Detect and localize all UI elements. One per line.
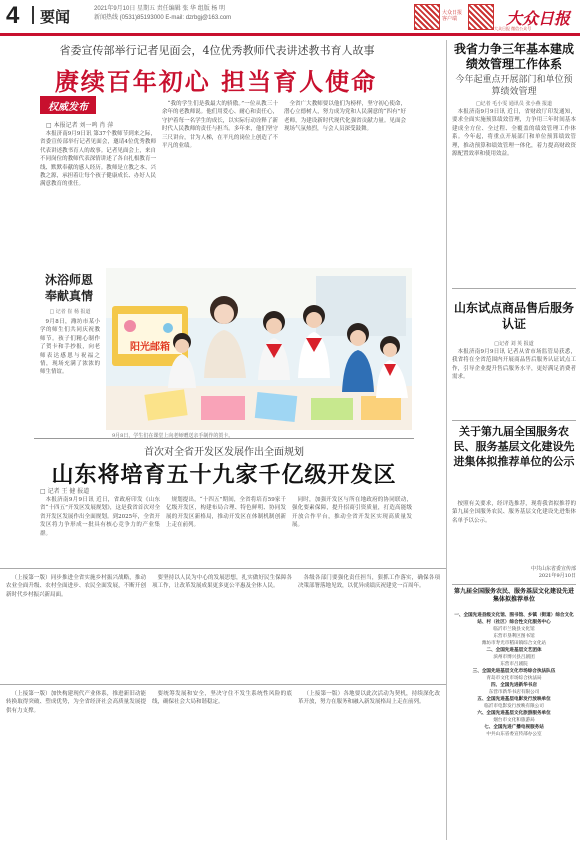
- main-story-col3: [284, 100, 406, 266]
- notice-item: 临沂市兰陵县文化馆: [493, 627, 535, 632]
- notice-group-head: 四、全国先进新华书店: [491, 683, 537, 688]
- right-story2-text: 本报济南9月9日讯 记者从省市场监管局获悉，我省将在全省范围内开展商品售后服务认证试点工作，引导企业提升售后服务水平，更好满足消费者需求。: [452, 349, 576, 381]
- main-kicker: 省委宣传部举行记者见面会，4位优秀教师代表讲述教书育人故事: [59, 44, 375, 57]
- photo-board-text: 阳光邮箱: [130, 342, 170, 353]
- main-story-col2-text: “我的学生们是我最大的骄傲。”一位从教三十余年的老教师说。他们用爱心、耐心和责任心，守护着每一名学生的成长，以实际行动诠释了新时代人民教师的责任与担当。多年来，他们坚守三尺讲台，甘为人梯，在平凡的岗位上创造了不平凡的业绩。: [162, 101, 278, 150]
- qr-label-wechat-text: 大众日报 微信公众号: [494, 26, 532, 31]
- main-story-col3-text: 全省广大教师要以他们为榜样，坚守初心使命，潜心立德树人，努力成为党和人民满意的“四有”好老师，为建设新时代现代化强省贡献力量。见面会现场气氛热烈，与会人员深受鼓舞。: [284, 101, 406, 133]
- notice-item: 中共山东省委宣传部办公室: [486, 732, 542, 737]
- notice-group-head: 三、全国先进基层文化市场综合执法队伍: [472, 669, 556, 674]
- authoritative-release-tag: 权威发布: [40, 96, 96, 114]
- side-feature-text: [40, 318, 100, 430]
- photo-caption: 9月8日，学生们在课堂上向老师赠送亲手制作的贺卡。: [112, 433, 234, 439]
- notice-item: 烟台市文化和旅游局: [493, 718, 535, 723]
- header-meta-line2: 新闻热线 (0531)85193000 E-mail: dzrbgj@163.com: [94, 15, 232, 21]
- notice-signature-org: 中共山东省委宣传部: [530, 566, 576, 572]
- second-story-col2: [166, 496, 286, 566]
- notice-item: 东营市新华书店有限公司: [488, 690, 540, 695]
- bottom-row1-col3: [298, 574, 440, 680]
- section-divider: [34, 438, 414, 439]
- bottom-row1-col1-text: （上接第一版）同步推进全省实施乡村振兴战略，推动农业全面升级、农村全面进步、农民全面发展，不断开创新时代乡村振兴新局面。: [6, 575, 146, 598]
- right-story1-subhead: 今年起重点开展部门和单位预算绩效管理: [455, 75, 573, 97]
- section-name: 要闻: [32, 6, 84, 24]
- section-divider: [452, 420, 576, 421]
- bottom-row2-col1-text: （上接第一版）加快构建现代产业体系，推进新旧动能转换取得突破、塑成优势，为全省经济社会高质量发展提供有力支撑。: [6, 691, 146, 714]
- bottom-row1-col2: [152, 574, 292, 680]
- notice-item: 东营市垦利区图书馆: [493, 634, 535, 639]
- right-story1-headline: 我省力争三年基本建成绩效管理工作体系: [453, 42, 574, 71]
- main-story-col1: [40, 130, 156, 266]
- section-divider: [452, 288, 576, 289]
- bottom-row1-col2-text: 要坚持以人民为中心的发展思想，扎实做好民生保障各项工作，让改革发展成果更多更公平惠及全体人民。: [152, 575, 292, 590]
- classroom-photo: [106, 268, 412, 430]
- bottom-row2-col1: [6, 690, 146, 840]
- notice-item: 青岛市文化市场综合执法局: [486, 676, 542, 681]
- second-story-col1-text: 本报济南9月9日讯 近日，省政府印发《山东省“十四五”开发区发展规划》，这是我省首次对全省开发区发展作出全面规划。到2025年，全省开发区将力争形成一批具有核心竞争力的产业集群。: [40, 497, 160, 537]
- bottom-row2-col3: [298, 690, 440, 840]
- notice-group-head: 六、全国先进基层文化旅游服务单位: [477, 711, 551, 716]
- qr-label-client: 大众日报 客户端: [442, 10, 463, 22]
- notice-item: 潍坊市寿光市稻田镇综合文化站: [481, 641, 547, 646]
- second-kicker: 首次对全省开发区发展作出全面规划: [144, 447, 304, 458]
- right-story1-byline: □记者 毛小雯 通讯员 张小燕 报道: [475, 101, 553, 107]
- right-story2-body: [452, 348, 576, 418]
- bottom-row2-col2: [152, 690, 292, 840]
- bottom-row2-col3-text: （上接第一版）各地要以此次活动为契机，持续深化改革开放，努力在服务和融入新发展格局上走在前列。: [298, 691, 440, 706]
- notice-group-head: 一、全国先进县级文化馆、图书馆、乡镇（街道）综合文化站、村（社区）综合性文化服务中心: [454, 613, 574, 625]
- bottom-row1-col1: [6, 574, 146, 680]
- paper-logo: 大众日报: [506, 9, 571, 28]
- notice-signature-date: 2021年9月10日: [538, 573, 576, 579]
- notice-list: [454, 612, 574, 738]
- header-meta: [94, 5, 231, 23]
- notice-group-head: 二、全国先进基层文艺团体: [486, 648, 542, 653]
- right-story2-headline: 山东试点商品售后服务认证: [453, 301, 574, 331]
- header-meta-line1: 2021年9月10日 星期五 责任编辑 张 华 组版 杨 明: [94, 6, 226, 12]
- notice-body: [452, 500, 576, 562]
- section-divider: [452, 584, 576, 585]
- page-number: 4: [6, 2, 20, 29]
- main-story-col1-text: 本报济南9月9日讯 第37个教师节到来之际，省委宣传部举行记者见面会，邀请4位优秀教师代表讲述教书育人的故事。记者见面会上，来自不同岗位的教师代表深情讲述了各自扎根教育一线、默默奉献的感人经历。教师是立教之本、兴教之源，承担着让每个孩子健康成长、办好人民满意教育的重任。: [40, 131, 156, 188]
- page-header: [0, 0, 580, 34]
- second-story-col1: [40, 496, 160, 566]
- notice-item: 滨州市博兴县吕剧团: [493, 655, 535, 660]
- notice-group-head: 五、全国先进基层电影发行放映单位: [477, 697, 551, 702]
- main-story-col2: [162, 100, 278, 266]
- side-feature-byline: □ 记者 崔 杨 报道: [49, 309, 91, 315]
- header-rule: [0, 33, 580, 36]
- side-feature-text-body: 9月8日，潍坊市某小学的师生们共同庆祝教师节。孩子们精心制作了贺卡和手抄报，向老师表达感恩与祝福之情，现场充满了浓浓的师生情谊。: [40, 319, 100, 376]
- right-story2-byline: □记者 刘 英 报道: [494, 341, 534, 347]
- second-byline: □ 记者 王 健 报道: [40, 488, 90, 495]
- second-headline: 山东将培育五十九家千亿级开发区: [51, 462, 397, 488]
- section-divider: [0, 684, 446, 685]
- qr-code-icon: [414, 4, 440, 30]
- bottom-row1-col3-text: 各级各部门要强化责任担当，狠抓工作落实，确保各项决策部署落地见效，以优异成绩庆祝建党一百周年。: [298, 575, 440, 590]
- column-divider: [446, 40, 447, 840]
- section-divider: [0, 568, 446, 569]
- bottom-row2-col2-text: 要统筹发展和安全，坚决守住不发生系统性风险的底线，确保社会大局和谐稳定。: [152, 691, 292, 706]
- right-story1-body: [452, 108, 576, 284]
- main-headline: 赓续百年初心 担当育人使命: [54, 67, 378, 96]
- notice-item: 临沂市电影发行放映有限公司: [484, 704, 544, 709]
- second-story-col3: [292, 496, 412, 566]
- second-story-col3-text: 同时，加强开发区与所在地政府的协同联动，强化要素保障，提升招商引资质量，打造高能级开放合作平台，推动全省开发区实现高质量发展。: [292, 497, 412, 529]
- second-story-col2-text: 规划提出，“十四五”期间，全省将培育59家千亿级开发区，构建布局合理、特色鲜明、协同发展的开发区新格局，推动开发区在体制机制创新上走在前列。: [166, 497, 286, 529]
- main-byline: □ 本报记者 刘一鸣 肖 萍: [46, 122, 114, 129]
- side-feature-headline: 沐浴师恩 奉献真情: [44, 273, 93, 303]
- qr-code-icon: [468, 4, 494, 30]
- notice-group-head: 七、全国先进广播电视服务站: [484, 725, 544, 730]
- classroom-photo-illustration: [106, 268, 412, 430]
- notice-signature: [452, 566, 576, 580]
- notice-item: 东营市吕剧院: [500, 662, 528, 667]
- right-story1-text: 本报济南9月9日讯 近日，省财政厅印发通知，要求全面实施预算绩效管理，力争用三年时间基本建成全方位、全过程、全覆盖的绩效管理工作体系。今年起，将重点开展部门和单位预算绩效管理，推动预算和绩效管理一体化，着力提高财政资源配置效率和使用效益。: [452, 109, 576, 158]
- notice-text: 按照有关要求，经评选推荐，现将我省拟推荐的第九届全国服务农民、服务基层文化建设先进集体名单予以公示。: [452, 501, 576, 524]
- right-story3-headline: 关于第九届全国服务农民、服务基层文化建设先进集体拟推荐单位的公示: [453, 425, 575, 468]
- notice-title: 第九届全国服务农民、服务基层文化建设先进集体拟推荐单位: [453, 588, 574, 603]
